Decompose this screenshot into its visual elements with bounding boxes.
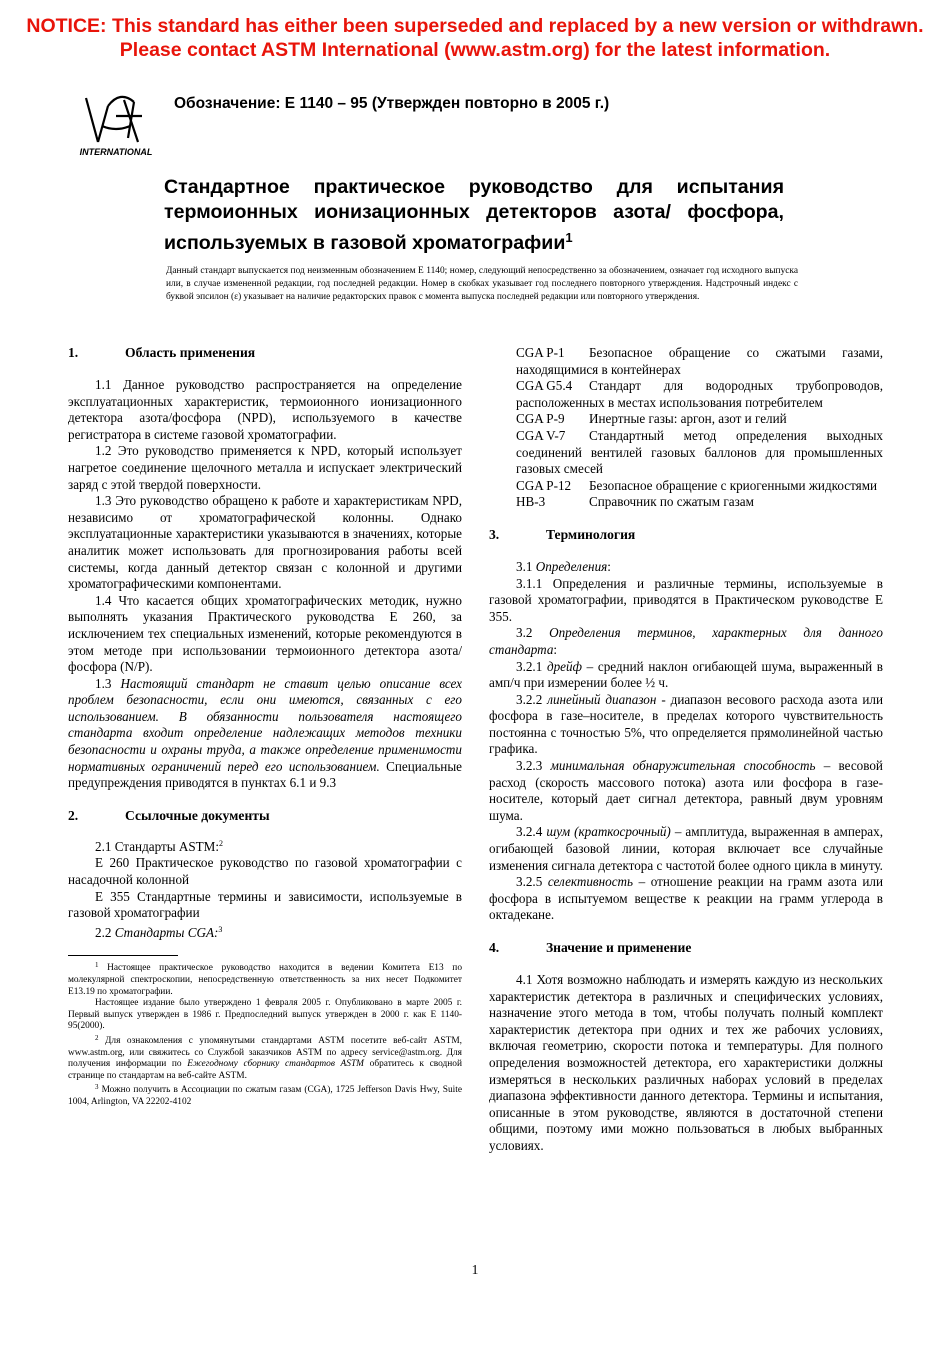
footnote-3: $^3$ Можно получить в Ассоциации по сжатым газам (CGA), 1725 Jefferson Davis Hwy, Suite 1004, Arlington, VA 22202-4102 (68, 1083, 462, 1107)
section-4-heading (489, 940, 883, 960)
ref-e355: E 355 Стандартные термины и зависимости, используемые в газовой хроматографии (68, 888, 462, 921)
paragraph-4-1: 4.1 Хотя возможно наблюдать и измерять каждую из нескольких характеристик детектора в различных и специфических условиях, назначение этого метода в том, чтобы получать полный комплект характеристик детектора при одних и тех же рабочих условиях, включая геометрию, скорости потока и температуры. Для полного определения возможностей детектора, его характеристики должны измеряться в нескольких различных наборах условий в пределах диапазона эффективности данного детектора. Термины и испытания, описанные в этом руководстве, являются в достаточной степени общими, поэтому ими можно пользоваться в любых выбранных условиях. (489, 972, 883, 1153)
safety-rest: Специальные предупреждения приводятся в пунктах 6.1 и 9.3 (68, 758, 462, 791)
section-number: 2. (68, 807, 79, 823)
logo-text: INTERNATIONAL (79, 147, 153, 157)
paragraph-3-1: 3.1 Определения: (516, 558, 611, 574)
footnote-mark-2: 2 (219, 838, 224, 848)
safety-number: 1.3 (95, 675, 121, 691)
paragraph-2-2: 2.2 Стандарты CGA:$^3$ (95, 924, 223, 940)
footnote-mark-3: 3 (218, 924, 223, 934)
paragraph-3-2-1: 3.2.1 дрейф – средний наклон огибающей шума, выраженный в амп/ч при измерении более ½ ч. (489, 658, 883, 691)
title-footnote-mark: 1 (565, 230, 573, 245)
paragraph-3-1-1: 3.1.1 Определения и различные термины, используемые в газовой хроматографии, приводятся в Практическом руководстве E 355. (489, 575, 883, 624)
paragraph-1-4: 1.4 Что касается общих хроматографических методик, нужно выполнять указания Практического руководства E 260, за исключением тех специальных изменений, которые рекомендуются в этом методе при использовании термоионного детектора азота/фосфора (N/P). (68, 592, 462, 675)
page-number: 1 (471, 1262, 479, 1277)
paragraph-3-2-3: 3.2.3 минимальная обнаружительная способность – весовой расход (скорость массового потока) азота или фосфора в газе-носителе, который дает сигнал детектора, равный двум уровням шума. (489, 758, 883, 823)
section-number: 3. (489, 526, 500, 542)
document-title (164, 175, 784, 256)
section-3-heading (489, 527, 883, 547)
paragraph-3-2-4: 3.2.4 шум (краткосрочный) – амплитуда, выраженная в амперах, огибающей базовой линии, которая включает все случайные изменения сигнала детектора с частотой более одного цикла в минуту. (489, 824, 883, 873)
footnote-1b: Настоящее издание было утверждено 1 февраля 2005 г. Опубликовано в марте 2005 г. Первый выпуск утвержден в 1986 г. Предпоследний выпуск утвержден в 2000 г. как E 1140-95(2000). (68, 998, 462, 1032)
astm-logo (72, 86, 160, 158)
left-column (68, 345, 462, 1109)
intro-note: Данный стандарт выпускается под неизменным обозначением E 1140; номер, следующий непосредственно за обозначением, означает год исходного выпуска или, в случае измененной редакции, год последней редакции. Номер в скобках указывает год последнего повторного утверждения. Надстрочный индекс с буквой эпсилон (ε) указывает на наличие редакторских правок с момента выпуска последней редакции или повторного утверждения. (166, 266, 798, 303)
paragraph-2-1: 2.1 Стандарты ASTM:$^2$ (95, 838, 224, 854)
paragraph-1-2: 1.2 Это руководство применяется к NPD, который использует нагретое соединение щелочного металла и испускает электрический заряд с этой твердой поверхности. (68, 443, 462, 492)
paragraph-3-2-5: 3.2.5 селективность – отношение реакции на грамм азота или фосфора в испытуемом веществе к реакции на грамм углерода в октадекане. (489, 874, 883, 923)
paragraph-1-1: 1.1 Данное руководство распространяется на определение эксплуатационных характеристик, термоионного ионизационного детектора азота/фосфора (NPD), используемого в качестве регистратора в системе газовой хроматографии. (68, 377, 462, 442)
notice-line-1: NOTICE: This standard has either been superseded and replaced by a new version or withdrawn. (26, 15, 924, 37)
section-title: Терминология (546, 526, 636, 542)
footnote-separator (68, 955, 178, 956)
cga-entry: CGA P-12 Безопасное обращение с криогенными жидкостями (516, 477, 878, 493)
footnote-1: $^1$ Настоящее практическое руководство находится в ведении Комитета E13 по молекулярной спектроскопии, непосредственную ответственность за них несет Подкомитет E13.19 по хроматографии. (68, 961, 463, 997)
section-title: Значение и применение (546, 940, 692, 955)
footnote-2: $^2$ Для ознакомления с упомянутыми стандартами ASTM посетите веб-сайт ASTM, www.astm.org, или свяжитесь со Службой заказчиков ASTM по адресу service@astm.org. Для получения информации по Ежегодному сборнику стандартов ASTM обратитесь к сводной странице по стандартам на веб-сайте ASTM. (68, 1033, 463, 1081)
section-number: 4. (489, 940, 500, 955)
title-text: Стандартное практическое руководство для испытания термоионных ионизационных детекторов азота/ фосфора, используемых в газовой хроматографии (164, 176, 784, 254)
paragraph-3-2: 3.2 Определения терминов, характерных для данного стандарта: (489, 625, 883, 657)
right-column (489, 345, 883, 1155)
paragraph-safety (68, 676, 462, 792)
section-title: Область применения (125, 345, 256, 360)
cga-entry: CGA P-1 Безопасное обращение со сжатыми газами, находящимися в контейнерах (516, 345, 883, 377)
section-number: 1. (68, 345, 79, 360)
cga-entry: HB-3 Справочник по сжатым газам (516, 494, 754, 510)
ref-e260: E 260 Практическое руководство по газовой хроматографии с насадочной колонной (68, 855, 462, 888)
safety-italic: Настоящий стандарт не ставит целью описание всех проблем безопасности, если они имеются, связанных с его использованием. В обязанности пользователя настоящего стандарта входит определение надлежащих методов техники безопасности и охраны труда, а также определение применимости нормативных ограничений перед его использованием. (68, 675, 462, 774)
section-1-heading (68, 345, 462, 365)
section-title: Ссылочные документы (125, 807, 270, 823)
cga-entry: CGA G5.4 Стандарт для водородных трубопроводов, расположенных в местах использования потребителем (516, 378, 883, 410)
paragraph-3-2-2: 3.2.2 линейный диапазон - диапазон весового расхода азота или фосфора в газе–носителе, в пределах которого чувствительность постоянна с точностью 5%, что определяется прямолинейной частью графика. (489, 691, 883, 757)
notice-banner (0, 14, 950, 62)
cga-entry: CGA V-7 Стандартный метод определения выходных соединений вентилей газовых баллонов для промышленных газовых смесей (516, 427, 883, 477)
designation: Обозначение: E 1140 – 95 (Утвержден повторно в 2005 г.) (174, 95, 610, 112)
section-2-heading (68, 808, 462, 828)
notice-line-2: Please contact ASTM International (www.astm.org) for the latest information. (119, 39, 831, 61)
paragraph-1-3: 1.3 Это руководство обращено к работе и характеристикам NPD, независимо от хроматографической колонны. Однако эксплуатационные характеристики указываются в значениях, которые аналитик может использовать для прогнозирования работы всей системы, когда данный детектор связан с колонной и другими хроматографическими компонентами. (68, 493, 462, 592)
cga-entry: CGA P-9 Инертные газы: аргон, азот и гелий (516, 411, 787, 427)
